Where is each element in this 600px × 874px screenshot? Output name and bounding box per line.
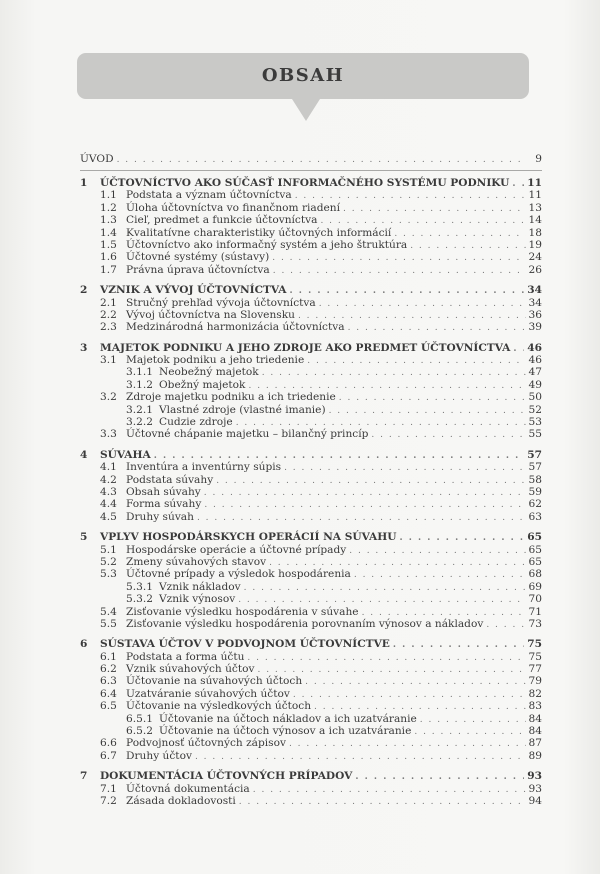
dot-leader [244, 582, 526, 594]
dot-leader [253, 784, 526, 796]
entry-page: 65 [528, 555, 542, 568]
entry-title: Podstata súvahy [126, 473, 214, 486]
dot-leader [329, 405, 526, 417]
entry-page: 9 [535, 153, 542, 165]
entry-page: 34 [528, 296, 542, 309]
toc-entry[interactable] [80, 688, 542, 700]
toc-entry[interactable] [80, 663, 542, 675]
entry-page: 62 [528, 498, 542, 511]
entry-number: 2.3 [100, 321, 117, 334]
dot-leader [307, 355, 525, 367]
toc-entry[interactable] [80, 675, 542, 687]
entry-title: SÚSTAVA ÚČTOV V PODVOJNOM ÚČTOVNÍCTVE [100, 638, 390, 651]
entry-number: 6.5 [100, 700, 117, 713]
toc-entry[interactable] [80, 189, 542, 201]
entry-number: 3.3 [100, 428, 117, 441]
toc-entry[interactable] [80, 264, 542, 276]
entry-page: 65 [528, 543, 542, 556]
entry-page: 65 [527, 531, 542, 544]
entry-page: 75 [527, 638, 542, 651]
entry-title: Zásada dokladovosti [126, 794, 236, 807]
entry-page: 13 [528, 201, 542, 214]
toc-chapter-1[interactable] [80, 177, 542, 189]
entry-page: 11 [528, 189, 542, 202]
toc-chapter-7[interactable] [80, 770, 542, 782]
dot-leader [273, 265, 526, 277]
entry-number: 1.3 [100, 214, 117, 227]
toc-entry[interactable] [80, 511, 542, 523]
entry-title: Stručný prehľad vývoja účtovníctva [126, 296, 316, 309]
entry-title: Účtovná dokumentácia [126, 782, 250, 795]
entry-title: Cieľ, predmet a funkcie účtovníctva [126, 214, 318, 227]
entry-title: Účtovanie na účtoch výnosov a ich uzatváranie [159, 725, 412, 738]
entry-number: 5.2 [100, 555, 117, 568]
entry-number: 5.5 [100, 617, 117, 630]
entry-number: 4.2 [100, 473, 117, 486]
entry-title: Vznik súvahových účtov [126, 663, 255, 676]
entry-title: Účtovné systémy (sústavy) [126, 251, 270, 264]
entry-page: 46 [528, 354, 542, 367]
dot-leader [117, 153, 527, 168]
entry-title: Inventúra a inventúrny súpis [126, 461, 282, 474]
entry-title: Cudzie zdroje [159, 416, 233, 429]
toc-chapter-5[interactable] [80, 531, 542, 543]
toc-entry[interactable] [80, 321, 542, 333]
entry-number: 4.3 [100, 485, 117, 498]
entry-number: 7.2 [100, 794, 117, 807]
toc-entry[interactable] [80, 416, 542, 428]
toc-entry[interactable] [80, 593, 542, 605]
entry-number: 1 [80, 177, 88, 189]
entry-page: 84 [528, 712, 542, 725]
entry-page: 75 [528, 650, 542, 663]
dot-leader [399, 532, 524, 544]
toc-entry[interactable] [80, 354, 542, 366]
dot-leader [319, 298, 526, 310]
dot-leader [420, 714, 526, 726]
entry-number: 5.1 [100, 543, 117, 556]
entry-number: 6.3 [100, 675, 117, 688]
entry-page: 24 [528, 251, 542, 264]
entry-page: 89 [528, 749, 542, 762]
entry-title: Majetok podniku a jeho triedenie [126, 354, 305, 367]
entry-number: 2.1 [100, 296, 117, 309]
entry-number: 6 [80, 638, 88, 651]
entry-title: Druhy súvah [126, 510, 194, 523]
entry-page: 19 [528, 238, 542, 251]
dot-leader [355, 771, 524, 783]
entry-page: 82 [528, 687, 542, 700]
toc-entry[interactable] [80, 297, 542, 309]
toc-chapter-2[interactable] [80, 284, 542, 296]
entry-title: ÚČTOVNÍCTVO AKO SÚČASŤ INFORMAČNÉHO SYSTÉMU PODNIKU [100, 177, 510, 189]
dot-leader [410, 240, 525, 252]
dot-leader [513, 343, 524, 355]
dot-leader [289, 738, 526, 750]
entry-page: 68 [528, 568, 542, 581]
entry-number: 5.4 [100, 605, 117, 618]
dot-leader [239, 796, 526, 808]
entry-title: Hospodárske operácie a účtovné prípady [126, 543, 347, 556]
entry-number: 6.7 [100, 749, 117, 762]
entry-page: 34 [527, 284, 542, 297]
toc-entry[interactable] [80, 568, 542, 580]
entry-page: 47 [528, 366, 542, 379]
toc-entry[interactable] [80, 461, 542, 473]
entry-number: 3.1.2 [126, 378, 153, 391]
dot-leader [394, 228, 525, 240]
entry-title: Obežný majetok [159, 378, 246, 391]
entry-number: 4.4 [100, 498, 117, 511]
entry-number: 3.2 [100, 391, 117, 404]
entry-number: 3.1.1 [126, 366, 153, 379]
entry-number: 4.1 [100, 461, 117, 474]
entry-title: Podstata a význam účtovníctva [126, 189, 292, 202]
entry-page: 77 [528, 663, 542, 676]
dot-leader [272, 252, 525, 264]
dot-leader [371, 429, 525, 441]
toc-chapter-4[interactable] [80, 449, 542, 461]
table-of-contents [80, 152, 542, 807]
entry-title: Vlastné zdroje (vlastné imanie) [159, 403, 326, 416]
entry-page: 84 [528, 725, 542, 738]
dot-leader [290, 285, 525, 297]
toc-entry[interactable] [80, 795, 542, 807]
toc-entry[interactable] [80, 750, 542, 762]
dot-leader [414, 726, 525, 738]
entry-title: MAJETOK PODNIKU A JEHO ZDROJE AKO PREDMET ÚČTOVNÍCTVA [100, 341, 511, 354]
dot-leader [393, 639, 524, 651]
dot-leader [349, 545, 525, 557]
dot-leader [512, 178, 524, 190]
toc-chapter-3[interactable] [80, 342, 542, 354]
entry-page: 50 [528, 391, 542, 404]
toc-entry[interactable] [80, 486, 542, 498]
toc-entry[interactable] [80, 251, 542, 263]
entry-page: 53 [528, 416, 542, 429]
entry-page: 49 [528, 378, 542, 391]
toc-entry[interactable] [80, 227, 542, 239]
entry-title: Obsah súvahy [126, 485, 201, 498]
entry-title: DOKUMENTÁCIA ÚČTOVNÝCH PRÍPADOV [100, 770, 353, 783]
entry-title: Kvalitatívne charakteristiky účtovných informácií [126, 226, 392, 239]
entry-title: Právna úprava účtovníctva [126, 263, 270, 276]
entry-title: Účtovníctvo ako informačný systém a jeho štruktúra [126, 238, 408, 251]
entry-page: 57 [527, 448, 542, 461]
entry-title: Vznik nákladov [159, 580, 241, 593]
entry-number: 6.4 [100, 687, 117, 700]
entry-number: 2.2 [100, 308, 117, 321]
entry-page: 93 [527, 770, 542, 783]
entry-page: 73 [528, 617, 542, 630]
entry-number: 3.1 [100, 354, 117, 367]
entry-number: 6.1 [100, 650, 117, 663]
entry-page: 39 [528, 321, 542, 334]
entry-title: Zisťovanie výsledku hospodárenia v súvahe [126, 605, 359, 618]
entry-number: 1.1 [100, 189, 117, 202]
toc-entry[interactable] [80, 202, 542, 214]
entry-title: Úloha účtovníctva vo finančnom riadení [126, 201, 340, 214]
entry-title: VZNIK A VÝVOJ ÚČTOVNÍCTVA [100, 284, 287, 297]
entry-title: Vývoj účtovníctva na Slovensku [126, 308, 295, 321]
dot-leader [204, 487, 526, 499]
entry-title: Vznik výnosov [159, 593, 236, 606]
entry-title: Zdroje majetku podniku a ich triedenie [126, 391, 336, 404]
toc-entry[interactable] [80, 651, 542, 663]
entry-page: 58 [528, 473, 542, 486]
toc-entry[interactable] [80, 783, 542, 795]
entry-page: 93 [528, 782, 542, 795]
dot-leader [339, 392, 526, 404]
toc-entry[interactable] [80, 618, 542, 630]
entry-number: 6.5.1 [126, 712, 153, 725]
entry-page: 83 [528, 700, 542, 713]
entry-number: 4.5 [100, 510, 117, 523]
entry-page: 71 [528, 605, 542, 618]
entry-number: 7.1 [100, 782, 117, 795]
entry-page: 70 [528, 593, 542, 606]
dot-leader [354, 569, 526, 581]
entry-number: 6.6 [100, 737, 117, 750]
toc-entry[interactable] [80, 713, 542, 725]
toc-entry[interactable] [80, 581, 542, 593]
toc-entry[interactable] [80, 391, 542, 403]
entry-page: 55 [528, 428, 542, 441]
entry-page: 14 [528, 214, 542, 227]
entry-title: Zisťovanie výsledku hospodárenia porovnaním výnosov a nákladov [126, 617, 484, 630]
entry-number: 3.2.1 [126, 403, 153, 416]
entry-title: Účtovné prípady a výsledok hospodárenia [126, 568, 351, 581]
toc-entry[interactable] [80, 474, 542, 486]
entry-title: Účtovné chápanie majetku – bilančný princíp [126, 428, 369, 441]
toc-entry[interactable] [80, 700, 542, 712]
divider [80, 170, 542, 171]
entry-number: 7 [80, 770, 88, 783]
entry-page: 26 [528, 263, 542, 276]
toc-entry[interactable] [80, 214, 542, 226]
entry-number: 6.5.2 [126, 725, 153, 738]
dot-leader [216, 475, 525, 487]
entry-title: Účtovanie na výsledkových účtoch [126, 700, 312, 713]
entry-number: 1.6 [100, 251, 117, 264]
entry-title: Podvojnosť účtovných zápisov [126, 737, 286, 750]
spacer [80, 630, 542, 634]
toc-entry[interactable] [80, 428, 542, 440]
entry-title: Účtovanie na súvahových účtoch [126, 675, 303, 688]
entry-number: 1.4 [100, 226, 117, 239]
entry-number: 5 [80, 531, 88, 544]
entry-title: Zmeny súvahových stavov [126, 555, 267, 568]
dot-leader [305, 676, 525, 688]
toc-entry[interactable] [80, 737, 542, 749]
entry-number: 6.2 [100, 663, 117, 676]
toc-entry[interactable] [80, 366, 542, 378]
toc-entry[interactable] [80, 556, 542, 568]
entry-number: 5.3.1 [126, 580, 153, 593]
entry-number: 1.5 [100, 238, 117, 251]
entry-title: Uzatváranie súvahových účtov [126, 687, 290, 700]
entry-page: 18 [528, 226, 542, 239]
entry-number: 5.3.2 [126, 593, 153, 606]
dot-leader [262, 367, 526, 379]
toc-entry-intro[interactable] [80, 152, 542, 167]
toc-entry[interactable] [80, 498, 542, 510]
toc-entry[interactable] [80, 379, 542, 391]
entry-number: 3.2.2 [126, 416, 153, 429]
toc-chapter-6[interactable] [80, 638, 542, 650]
toc-entry[interactable] [80, 239, 542, 251]
entry-page: 52 [528, 403, 542, 416]
toc-entry[interactable] [80, 309, 542, 321]
entry-page: 59 [528, 485, 542, 498]
entry-title: Neobežný majetok [159, 366, 259, 379]
entry-number: 2 [80, 284, 88, 297]
dot-leader [348, 322, 526, 334]
entry-title: Podstata a forma účtu [126, 650, 245, 663]
entry-title: Druhy účtov [126, 749, 192, 762]
entry-page: 94 [528, 794, 542, 807]
entry-title: VPLYV HOSPODÁRSKYCH OPERÁCIÍ NA SÚVAHU [100, 531, 397, 544]
banner-pointer [292, 99, 320, 121]
entry-title: Účtovanie na účtoch nákladov a ich uzatváranie [159, 712, 417, 725]
entry-number: 5.3 [100, 568, 117, 581]
entry-page: 36 [528, 308, 542, 321]
entry-page: 46 [527, 341, 542, 354]
dot-leader [195, 751, 526, 763]
entry-page: 79 [528, 675, 542, 688]
entry-page: 11 [527, 177, 542, 189]
dot-leader [247, 652, 525, 664]
entry-page: 57 [528, 461, 542, 474]
entry-title: SÚVAHA [100, 448, 151, 461]
entry-number: 4 [80, 448, 88, 461]
entry-page: 87 [528, 737, 542, 750]
toc-entry[interactable] [80, 725, 542, 737]
page-title: OBSAH [261, 65, 345, 86]
dot-leader [197, 512, 526, 524]
toc-entry[interactable] [80, 606, 542, 618]
entry-title: Forma súvahy [126, 498, 202, 511]
dot-leader [204, 499, 525, 511]
dot-leader [486, 619, 525, 631]
entry-title: ÚVOD [80, 153, 114, 165]
toc-entry[interactable] [80, 544, 542, 556]
entry-number: 1.7 [100, 263, 117, 276]
entry-number: 3 [80, 341, 88, 354]
dot-leader [343, 203, 526, 215]
toc-entry[interactable] [80, 404, 542, 416]
entry-title: Medzinárodná harmonizácia účtovníctva [126, 321, 345, 334]
dot-leader [293, 689, 526, 701]
dot-leader [284, 462, 525, 474]
entry-page: 63 [528, 510, 542, 523]
entry-page: 69 [528, 580, 542, 593]
entry-number: 1.2 [100, 201, 117, 214]
